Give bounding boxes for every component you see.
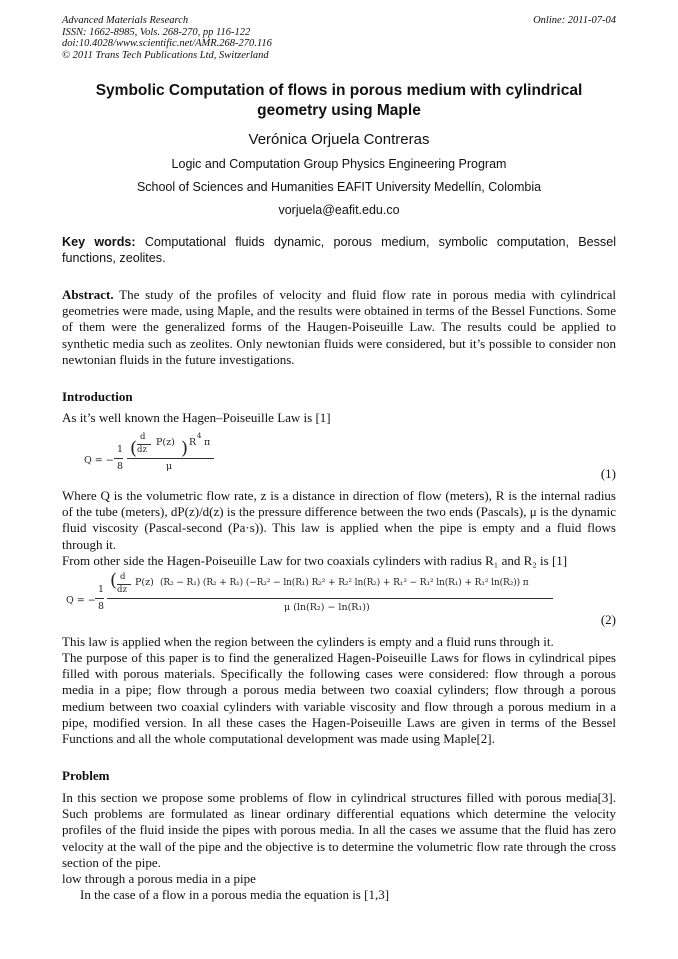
affiliation-line-2: School of Sciences and Humanities EAFIT University Medellín, Colombia	[136, 180, 542, 194]
intro-paragraph-2: Where Q is the volumetric flow rate, z is a distance in direction of flow (meters), R is the internal radius of the tube (meters), dP(z)/d(z) is the pressure difference between the two ends (Pascals), μ is the dynamic fluid viscosity (Pascal-second (Pa·s)). This law is applied when the pipe is empty and a fluid flows through it.	[62, 488, 616, 552]
journal-doi: doi:10.4028/www.scientific.net/AMR.268-270.116	[62, 38, 272, 49]
title-line-1: Symbolic Computation of flows in porous medium with cylindrical	[95, 82, 583, 99]
abstract-label: Abstract.	[62, 287, 114, 302]
equation-2-number: (2)	[600, 612, 616, 627]
journal-issn: ISSN: 1662-8985, Vols. 268-270, pp 116-122	[62, 26, 251, 38]
problem-paragraph-2: low through a porous media in a pipe	[62, 871, 256, 886]
eq1-lhs: Q = −	[84, 455, 114, 466]
eq2-coef-num: 1	[98, 584, 105, 595]
author-email: vorjuela@eafit.edu.co	[278, 203, 400, 217]
problem-paragraph-3: In the case of a flow in a porous media the equation is [1,3]	[80, 887, 390, 902]
eq1-d-den: dz	[137, 445, 147, 455]
introduction-heading: Introduction	[62, 389, 133, 404]
eq1-coef-den: 8	[117, 461, 124, 472]
title-line-2: geometry using Maple	[257, 102, 421, 119]
paper-title	[62, 81, 616, 121]
eq1-open-paren: (	[130, 438, 138, 459]
eq2-d-den: dz	[117, 585, 127, 595]
eq1-coef-bar	[114, 458, 123, 459]
eq2-lhs: Q = −	[66, 595, 96, 606]
eq2-d-num: d	[120, 572, 126, 582]
journal-name: Advanced Materials Research	[62, 15, 189, 26]
eq1-main-bar	[127, 458, 214, 459]
eq1-radius: R	[189, 437, 197, 448]
author-name: Verónica Orjuela Contreras	[248, 131, 430, 148]
eq2-open-paren: (	[110, 570, 118, 591]
eq1-pi: π	[204, 437, 211, 448]
eq2-coef-den: 8	[98, 601, 105, 612]
eq2-coef-bar	[95, 598, 104, 599]
eq2-denominator: μ (ln(R₂) − ln(R₁))	[284, 602, 370, 613]
intro-paragraph-1: As it’s well known the Hagen–Poiseuille Law is [1]	[62, 410, 331, 425]
journal-copyright: © 2011 Trans Tech Publications Ltd, Switzerland	[62, 49, 269, 61]
online-date: Online: 2011-07-04	[533, 15, 616, 26]
eq1-radius-exp: 4	[197, 432, 202, 440]
equation-1-number: (1)	[600, 466, 616, 481]
eq1-coef-num: 1	[117, 444, 124, 455]
intro-paragraph-4: This law is applied when the region between the cylinders is empty and a fluid runs through it.	[62, 634, 554, 649]
intro-paragraph-5: The purpose of this paper is to find the generalized Hagen-Poiseuille Laws for flows in cylindrical pipes filled with porous materials. Specifically the following cases were considered: flow through a porous media in a pipe; flow through a porous media between two coaxial cylinders; flow through a porous medium between two coaxial cylinders with variable viscosity and flow through a porous medium in a pipe, modified version. In all these cases the Hagen-Poiseuille Laws are given in terms of the Bessel Functions and all the whole computational development was made using Maple[2].	[62, 650, 616, 747]
eq1-mu: μ	[166, 461, 173, 472]
eq1-pressure: P(z)	[156, 437, 175, 448]
problem-paragraph-1: In this section we propose some problems of flow in cylindrical structures filled with porous media[3]. Such problems are formulated as linear ordinary differential equations which determine the velocity profiles of the fluid inside the pipes with porous media. In all the cases we assume that the fluid has zero velocity at the wall of the pipe and the objective is to determine the volumetric flow rate through the cross section of the pipe.	[62, 790, 616, 870]
problem-heading: Problem	[62, 768, 110, 783]
journal-header	[62, 15, 616, 61]
abstract	[62, 287, 616, 368]
eq2-main-bar	[107, 598, 553, 599]
eq1-d-num: d	[140, 432, 146, 442]
affiliation-line-1: Logic and Computation Group Physics Engineering Program	[171, 157, 507, 171]
keywords-label: Key words:	[62, 235, 136, 249]
keywords-text: Computational fluids dynamic, porous medium, symbolic computation, Bessel functions, zeolites.	[62, 235, 616, 265]
eq2-numerator: (R₂ − R₁) (R₂ + R₁) (−R₂² − ln(R₁) R₂² + R₂² ln(R₂) + R₁² − R₁² ln(R₁) + R₁² ln(R₂)) π	[160, 578, 529, 588]
keywords	[62, 235, 616, 266]
intro-paragraph-3: From other side the Hagen-Poiseuille Law for two coaxials cylinders with radius R₁ and R₂ is [1]	[62, 553, 568, 568]
eq2-pressure: P(z)	[135, 577, 154, 588]
abstract-text: The study of the profiles of velocity and fluid flow rate in porous media with cylindrical geometries were made, using Maple, and the results were obtained in terms of the Bessel Functions. Some of them were the generalized forms of the Haugen-Poiseuille Law. The results could be applied to synthetic media such as zeolites. Only newtonian fluids were considered, but it’s possible to consider non newtonian fluids in the future investigations.	[62, 287, 616, 367]
eq1-close-paren: )	[181, 438, 189, 459]
